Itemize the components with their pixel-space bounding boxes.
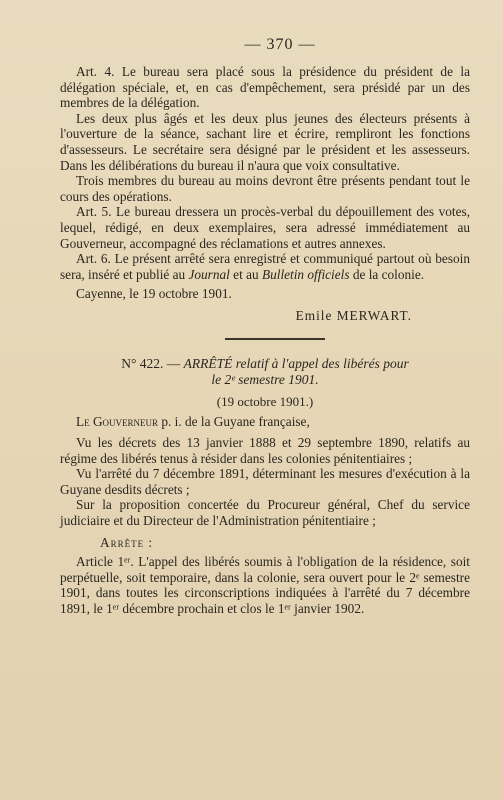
gouverneur-rest: p. i. de la Guyane française, (158, 413, 310, 429)
gouverneur-label: Le Gouverneur (76, 413, 159, 429)
sur-proposition: Sur la proposition concertée du Procureur général, Chef du service judiciaire et du Directeur de l'Administration pénitentiaire ; (60, 497, 470, 529)
paragraph-trois-membres: Trois membres du bureau au moins devront être présents pendant tout le cours des opérations. (60, 173, 470, 204)
arrete-title-line-1: ARRÊTÉ relatif à l'appel des libérés pour (183, 355, 409, 371)
journal-word: Journal (188, 266, 230, 282)
page-content (60, 36, 470, 617)
vu-decrets: Vu les décrets des 13 janvier 1888 et 29 septembre 1890, relatifs au régime des libérés tenus à résider dans les colonies pénitentiaires ; (60, 435, 470, 466)
article-5: Art. 5. Le bureau dressera un procès-verbal du dépouillement des votes, lequel, rédigé, en deux exemplaires, sera adressé immédiatement au Gouverneur, accompagné des réclamations et autres annexes. (60, 204, 470, 251)
arrete-number: N° 422. — (121, 355, 184, 371)
place-date: Cayenne, le 19 octobre 1901. (76, 286, 232, 302)
arrete-title (60, 356, 470, 388)
section-divider (225, 338, 325, 340)
arrete-date: (19 octobre 1901.) (216, 393, 314, 409)
bulletin-words: Bulletin officiels (261, 266, 350, 282)
signature: Emile MERWART. (295, 307, 412, 323)
article-4: Art. 4. Le bureau sera placé sous la présidence du président de la délégation spéciale, et, en cas d'empêchement, sera présidé par un des membres de la délégation. (60, 64, 470, 111)
paragraph-assesseurs: Les deux plus âgés et les deux plus jeunes des électeurs présents à l'ouverture de la séance, sachant lire et écrire, rempliront les fonctions d'assesseurs. Le secrétaire sera désigné par le président et les assesseurs. Dans les délibérations du bureau il n'aura que voix consultative. (60, 110, 470, 173)
gouverneur-line (60, 414, 470, 430)
arrete-title-line-2: le 2ᵉ semestre 1901. (211, 371, 319, 387)
article-6-text-b: et au (229, 266, 262, 282)
arrete-heading: Arrête : (100, 534, 154, 550)
article-6-text-c: de la colonie. (349, 266, 425, 282)
page-number: — 370 — (244, 36, 316, 53)
article-6-text-a: Art. 6. Le présent arrêté sera enregistré et communiqué partout où besoin sera, inséré et publié au (60, 251, 470, 282)
vu-arrete: Vu l'arrêté du 7 décembre 1891, déterminant les mesures d'exécution à la Guyane desdits décrets ; (60, 466, 470, 497)
article-1: Article 1ᵉʳ. L'appel des libérés soumis à l'obligation de la résidence, soit perpétuelle, soit temporaire, dans la colonie, sera ouvert pour le 2ᵉ semestre 1901, dans toutes les circonscriptions indiquées à l'arrêté du 7 décembre 1891, le 1ᵉʳ décembre prochain et clos le 1ᵉʳ janvier 1902. (60, 554, 470, 617)
article-6 (60, 251, 470, 282)
